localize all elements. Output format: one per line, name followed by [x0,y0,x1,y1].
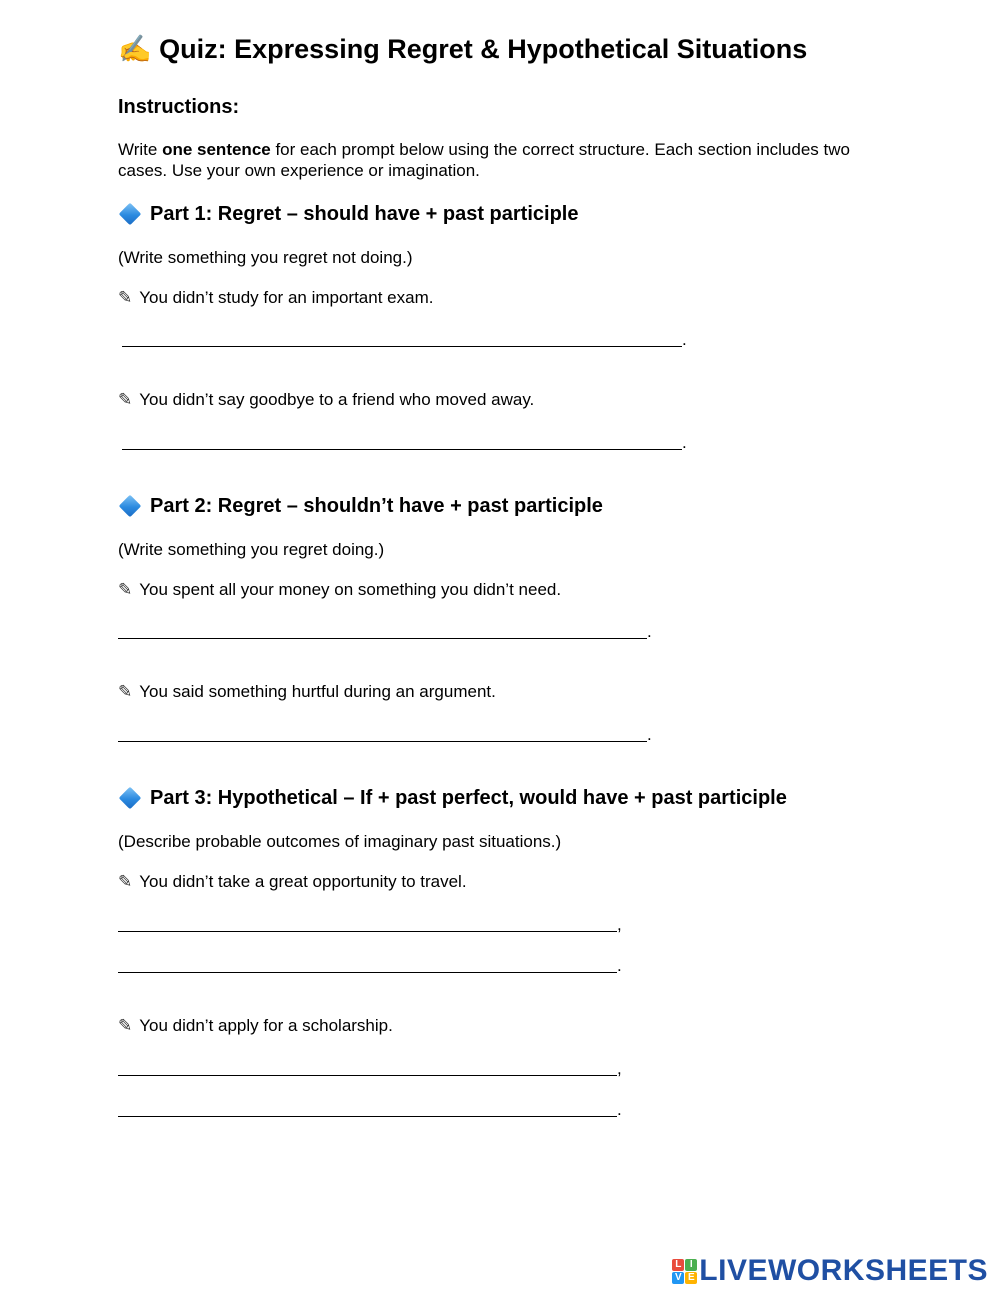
part3-note: (Describe probable outcomes of imaginary past situations.) [118,832,562,851]
blue-diamond-icon [118,786,142,810]
answer-line-part2-1[interactable] [118,638,647,639]
pencil-icon: ✎ [118,1016,133,1035]
answer-line-part2-2[interactable] [118,741,647,742]
part3-prompt-2 [118,1016,393,1036]
answer-line-part1-1[interactable] [122,346,682,347]
part1-note: (Write something you regret not doing.) [118,248,413,267]
blue-diamond-icon [118,494,142,518]
part2-prompt-2-text: You said something hurtful during an argument. [139,682,496,701]
logo-text: LIVEWORKSHEETS [699,1254,988,1287]
answer-line-part3-1a[interactable] [118,931,617,932]
pencil-icon: ✎ [118,872,133,891]
pencil-icon: ✎ [118,682,133,701]
part3-prompt-2-text: You didn’t apply for a scholarship. [139,1016,393,1035]
pencil-icon: ✎ [118,288,133,307]
answer-line-part3-1b[interactable] [118,972,617,973]
instructions-text-after: for each prompt below using the correct structure. Each section includes two cases. Use your own experience or imagination. [118,140,850,180]
part2-prompt-1-text: You spent all your money on something you didn’t need. [139,580,562,599]
part1-prompt-1-text: You didn’t study for an important exam. [139,288,434,307]
part2-prompt-2 [118,682,496,702]
logo-letter: V [672,1272,684,1284]
logo-mark-icon [672,1259,697,1284]
part1-heading-text: Part 1: Regret – should have + past participle [150,202,579,225]
line-period: . [647,622,652,641]
line-comma: , [617,1059,622,1078]
part1-prompt-1 [118,288,433,308]
part3-prompt-1-text: You didn’t take a great opportunity to travel. [139,872,467,891]
instructions-text-before: Write [118,140,163,159]
part1-prompt-2 [118,390,534,410]
part1-prompt-2-text: You didn’t say goodbye to a friend who moved away. [139,390,535,409]
answer-line-part1-2[interactable] [122,449,682,450]
title-text: Quiz: Expressing Regret & Hypothetical Situations [159,34,808,64]
line-period: . [617,1100,622,1119]
line-period: . [682,330,687,349]
part2-note: (Write something you regret doing.) [118,540,385,559]
instructions-text-bold: one sentence [162,140,271,159]
part1-heading [118,202,578,226]
part3-heading [118,786,787,810]
page-title [118,33,807,65]
logo-letter: E [685,1272,697,1284]
part2-heading [118,494,603,518]
instructions-text [118,139,878,181]
line-comma: , [617,915,622,934]
line-period: . [617,956,622,975]
logo-letter: I [685,1259,697,1271]
writing-hand-icon: ✍️ [118,34,152,64]
answer-line-part3-2a[interactable] [118,1075,617,1076]
line-period: . [647,725,652,744]
part3-heading-text: Part 3: Hypothetical – If + past perfect, would have + past participle [150,786,787,809]
part2-prompt-1 [118,580,561,600]
part3-prompt-1 [118,872,467,892]
part2-heading-text: Part 2: Regret – shouldn’t have + past participle [150,494,603,517]
pencil-icon: ✎ [118,580,133,599]
logo-letter: L [672,1259,684,1271]
pencil-icon: ✎ [118,390,133,409]
liveworksheets-logo [672,1254,988,1288]
blue-diamond-icon [118,202,142,226]
instructions-heading: Instructions: [118,96,240,118]
line-period: . [682,433,687,452]
answer-line-part3-2b[interactable] [118,1116,617,1117]
